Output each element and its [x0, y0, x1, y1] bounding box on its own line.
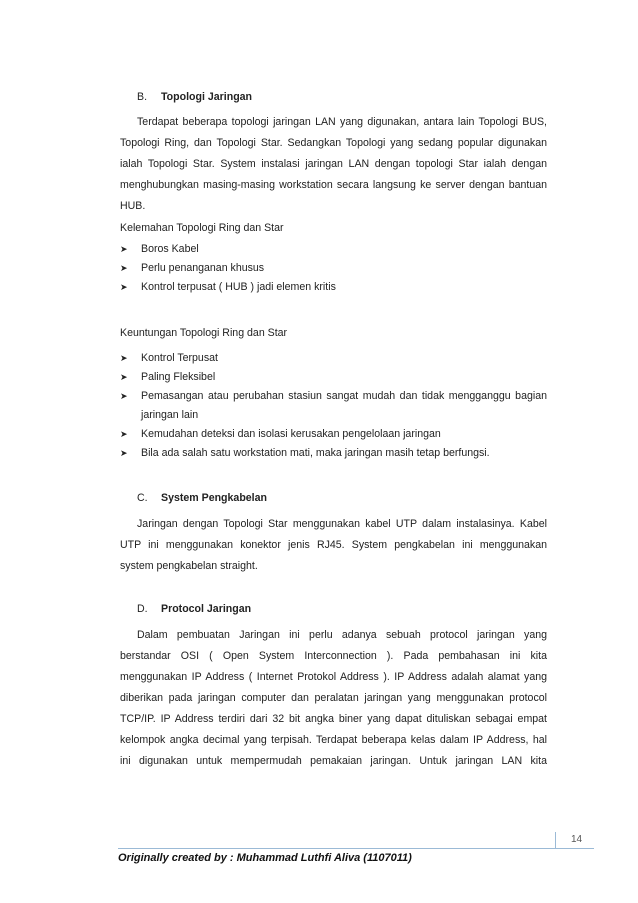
paragraph-line: Jaringan dengan Topologi Star menggunakan kabel UTP dalam instalasinya. Kabel: [137, 518, 547, 530]
paragraph-line: TCP/IP. IP Address terdiri dari 32 bit angka biner yang dapat dituliskan sebagai empat: [120, 713, 547, 725]
paragraph-line: ialah Topologi Star. System instalasi jaringan LAN dengan topologi Star ialah dengan: [120, 158, 547, 170]
paragraph-line: system pengkabelan straight.: [120, 560, 258, 572]
arrow-bullet-icon: ➤: [120, 282, 128, 292]
paragraph-line: Dalam pembuatan Jaringan ini perlu adanya sebuah protocol jaringan yang: [137, 629, 547, 641]
section-b-heading: [137, 91, 252, 103]
list-item: ➤ Kontrol terpusat ( HUB ) jadi elemen kritis: [120, 281, 336, 293]
list-item: ➤ Pemasangan atau perubahan stasiun sangat mudah dan tidak mengganggu bagian: [120, 390, 547, 402]
section-letter: C.: [137, 492, 148, 504]
section-c-heading: [137, 492, 267, 504]
list-item: ➤ Boros Kabel: [120, 243, 199, 255]
section-letter: B.: [137, 91, 148, 103]
list-item: ➤ Kontrol Terpusat: [120, 352, 218, 364]
paragraph-line: ini digunakan untuk mempermudah pemakaian jaringan. Untuk jaringan LAN kita: [120, 755, 547, 767]
section-letter: D.: [137, 603, 148, 615]
paragraph-line: Topologi Ring, dan Topologi Star. Sedangkan Topologi yang sedang popular digunakan: [120, 137, 547, 149]
paragraph-line: HUB.: [120, 200, 146, 212]
paragraph-line: UTP ini menggunakan konektor jenis RJ45. System pengkabelan ini menggunakan: [120, 539, 547, 551]
list-item: ➤ Paling Fleksibel: [120, 371, 216, 383]
list-item: ➤ Perlu penanganan khusus: [120, 262, 265, 274]
advantage-title: Keuntungan Topologi Ring dan Star: [120, 327, 288, 339]
paragraph-line: menggunakan IP Address ( Internet Protokol Address ). IP Address adalah alamat yang: [120, 671, 547, 683]
paragraph-line: berstandar OSI ( Open System Interconnection ). Pada pembahasan ini kita: [120, 650, 547, 662]
arrow-bullet-icon: ➤: [120, 429, 128, 439]
section-title: System Pengkabelan: [161, 492, 267, 504]
arrow-bullet-icon: ➤: [120, 372, 128, 382]
section-d-heading: [137, 603, 251, 615]
paragraph-line: kelompok angka decimal yang terpisah. Terdapat beberapa kelas dalam IP Address, hal: [120, 734, 547, 746]
paragraph-line: Terdapat beberapa topologi jaringan LAN yang digunakan, antara lain Topologi BUS,: [137, 116, 547, 128]
section-title: Topologi Jaringan: [161, 91, 253, 103]
list-item: ➤ Kemudahan deteksi dan isolasi kerusakan pengelolaan jaringan: [120, 428, 441, 440]
page-number: 14: [571, 834, 583, 845]
list-item: ➤ Bila ada salah satu workstation mati, maka jaringan masih tetap berfungsi.: [120, 447, 490, 459]
paragraph-line: diberikan pada jaringan computer dan peralatan jaringan yang menggunakan protocol: [120, 692, 547, 704]
footer-credit: Originally created by : Muhammad Luthfi Aliva (1107011): [118, 852, 412, 864]
arrow-bullet-icon: ➤: [120, 263, 128, 273]
arrow-bullet-icon: ➤: [120, 244, 128, 254]
section-title: Protocol Jaringan: [161, 603, 252, 615]
footer-divider: [118, 848, 555, 849]
arrow-bullet-icon: ➤: [120, 353, 128, 363]
arrow-bullet-icon: ➤: [120, 391, 128, 401]
weakness-title: Kelemahan Topologi Ring dan Star: [120, 222, 284, 234]
arrow-bullet-icon: ➤: [120, 448, 128, 458]
paragraph-line: menghubungkan masing-masing workstation secara langsung ke server dengan bantuan: [120, 179, 547, 191]
list-item-continuation: jaringan lain: [141, 409, 199, 421]
